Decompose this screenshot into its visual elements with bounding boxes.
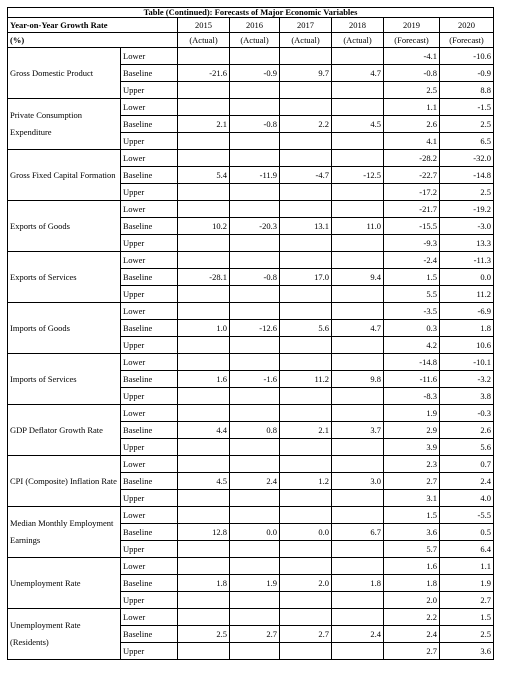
- scenario-label: Upper: [121, 541, 178, 558]
- table-row: [8, 99, 494, 116]
- value-cell: -4.7: [280, 167, 332, 184]
- value-cell: 2.6: [384, 116, 440, 133]
- sub-2016: (Actual): [230, 33, 280, 48]
- value-cell: 2.4: [332, 626, 384, 643]
- value-cell: 2.4: [384, 626, 440, 643]
- scenario-label: Lower: [121, 99, 178, 116]
- value-cell: [332, 405, 384, 422]
- value-cell: 4.7: [332, 65, 384, 82]
- value-cell: [230, 405, 280, 422]
- value-cell: [178, 337, 230, 354]
- value-cell: [280, 456, 332, 473]
- value-cell: -19.2: [440, 201, 494, 218]
- year-2017: 2017: [280, 18, 332, 33]
- value-cell: 2.5: [178, 626, 230, 643]
- table-row: [8, 609, 494, 626]
- value-cell: [178, 99, 230, 116]
- value-cell: 8.8: [440, 82, 494, 99]
- value-cell: [280, 609, 332, 626]
- value-cell: [332, 507, 384, 524]
- scenario-label: Upper: [121, 490, 178, 507]
- value-cell: [332, 388, 384, 405]
- value-cell: [332, 252, 384, 269]
- value-cell: 0.5: [440, 524, 494, 541]
- value-cell: 4.7: [332, 320, 384, 337]
- value-cell: 5.5: [384, 286, 440, 303]
- year-2015: 2015: [178, 18, 230, 33]
- value-cell: 5.4: [178, 167, 230, 184]
- value-cell: [230, 235, 280, 252]
- value-cell: [178, 592, 230, 609]
- value-cell: -20.3: [230, 218, 280, 235]
- table-row: [8, 456, 494, 473]
- value-cell: -1.6: [230, 371, 280, 388]
- variable-name: CPI (Composite) Inflation Rate: [8, 456, 121, 507]
- value-cell: -21.7: [384, 201, 440, 218]
- value-cell: 2.3: [384, 456, 440, 473]
- value-cell: 1.0: [178, 320, 230, 337]
- table-row: [8, 354, 494, 371]
- value-cell: [178, 507, 230, 524]
- value-cell: 11.2: [280, 371, 332, 388]
- value-cell: [280, 558, 332, 575]
- variable-name: GDP Deflator Growth Rate: [8, 405, 121, 456]
- value-cell: [332, 592, 384, 609]
- value-cell: 2.7: [384, 473, 440, 490]
- value-cell: [178, 303, 230, 320]
- value-cell: [280, 439, 332, 456]
- value-cell: 4.5: [178, 473, 230, 490]
- value-cell: 2.2: [280, 116, 332, 133]
- scenario-label: Baseline: [121, 626, 178, 643]
- value-cell: 10.2: [178, 218, 230, 235]
- table-row: [8, 405, 494, 422]
- value-cell: 2.0: [280, 575, 332, 592]
- value-cell: 3.1: [384, 490, 440, 507]
- value-cell: 0.0: [440, 269, 494, 286]
- value-cell: -11.9: [230, 167, 280, 184]
- value-cell: [280, 388, 332, 405]
- value-cell: -3.2: [440, 371, 494, 388]
- table-row: [8, 150, 494, 167]
- value-cell: 2.7: [440, 592, 494, 609]
- scenario-label: Upper: [121, 643, 178, 660]
- scenario-label: Upper: [121, 235, 178, 252]
- value-cell: 11.0: [332, 218, 384, 235]
- value-cell: -0.9: [440, 65, 494, 82]
- scenario-label: Lower: [121, 303, 178, 320]
- value-cell: [280, 82, 332, 99]
- value-cell: [332, 184, 384, 201]
- scenario-label: Upper: [121, 388, 178, 405]
- sub-2017: (Actual): [280, 33, 332, 48]
- value-cell: 11.2: [440, 286, 494, 303]
- value-cell: -21.6: [178, 65, 230, 82]
- value-cell: [178, 609, 230, 626]
- year-2019: 2019: [384, 18, 440, 33]
- scenario-label: Baseline: [121, 422, 178, 439]
- value-cell: 1.6: [178, 371, 230, 388]
- value-cell: [178, 201, 230, 218]
- value-cell: [332, 354, 384, 371]
- value-cell: [230, 303, 280, 320]
- table-row: [8, 507, 494, 524]
- value-cell: [230, 99, 280, 116]
- value-cell: 2.6: [440, 422, 494, 439]
- scenario-label: Upper: [121, 82, 178, 99]
- value-cell: [280, 286, 332, 303]
- scenario-label: Baseline: [121, 65, 178, 82]
- value-cell: [230, 541, 280, 558]
- value-cell: [332, 235, 384, 252]
- value-cell: -12.5: [332, 167, 384, 184]
- value-cell: [332, 201, 384, 218]
- variable-name: Exports of Goods: [8, 201, 121, 252]
- value-cell: 2.9: [384, 422, 440, 439]
- value-cell: [332, 541, 384, 558]
- value-cell: [178, 133, 230, 150]
- scenario-label: Lower: [121, 507, 178, 524]
- value-cell: [178, 558, 230, 575]
- value-cell: [332, 286, 384, 303]
- table-row: [8, 558, 494, 575]
- value-cell: [332, 303, 384, 320]
- value-cell: 3.0: [332, 473, 384, 490]
- value-cell: -6.9: [440, 303, 494, 320]
- value-cell: [332, 490, 384, 507]
- scenario-label: Lower: [121, 252, 178, 269]
- value-cell: 0.0: [280, 524, 332, 541]
- value-cell: [230, 592, 280, 609]
- value-cell: [280, 592, 332, 609]
- value-cell: [332, 456, 384, 473]
- value-cell: -28.2: [384, 150, 440, 167]
- value-cell: 2.4: [440, 473, 494, 490]
- sub-2019: (Forecast): [384, 33, 440, 48]
- scenario-label: Baseline: [121, 473, 178, 490]
- table-row: [8, 252, 494, 269]
- value-cell: [178, 388, 230, 405]
- year-2018: 2018: [332, 18, 384, 33]
- value-cell: 1.6: [384, 558, 440, 575]
- scenario-label: Baseline: [121, 371, 178, 388]
- year-2020: 2020: [440, 18, 494, 33]
- value-cell: [230, 48, 280, 65]
- value-cell: 4.0: [440, 490, 494, 507]
- value-cell: 4.2: [384, 337, 440, 354]
- value-cell: 1.8: [384, 575, 440, 592]
- scenario-label: Baseline: [121, 218, 178, 235]
- value-cell: -14.8: [440, 167, 494, 184]
- value-cell: 9.7: [280, 65, 332, 82]
- value-cell: [230, 439, 280, 456]
- value-cell: 0.3: [384, 320, 440, 337]
- value-cell: 1.5: [384, 507, 440, 524]
- value-cell: 2.2: [384, 609, 440, 626]
- scenario-label: Baseline: [121, 575, 178, 592]
- header-unit: (%): [8, 33, 178, 48]
- value-cell: [280, 507, 332, 524]
- value-cell: [332, 643, 384, 660]
- value-cell: [280, 303, 332, 320]
- value-cell: -17.2: [384, 184, 440, 201]
- value-cell: 13.1: [280, 218, 332, 235]
- value-cell: [332, 609, 384, 626]
- value-cell: 3.6: [384, 524, 440, 541]
- value-cell: [280, 490, 332, 507]
- value-cell: -9.3: [384, 235, 440, 252]
- value-cell: [178, 541, 230, 558]
- value-cell: 2.5: [440, 116, 494, 133]
- value-cell: -15.5: [384, 218, 440, 235]
- value-cell: [280, 99, 332, 116]
- value-cell: [230, 643, 280, 660]
- value-cell: [178, 490, 230, 507]
- variable-name: Exports of Services: [8, 252, 121, 303]
- value-cell: [178, 252, 230, 269]
- sub-2018: (Actual): [332, 33, 384, 48]
- value-cell: [178, 48, 230, 65]
- value-cell: 2.1: [280, 422, 332, 439]
- scenario-label: Lower: [121, 456, 178, 473]
- value-cell: -0.8: [384, 65, 440, 82]
- variable-name: Gross Fixed Capital Formation: [8, 150, 121, 201]
- value-cell: 2.5: [440, 626, 494, 643]
- value-cell: -28.1: [178, 269, 230, 286]
- value-cell: [178, 439, 230, 456]
- value-cell: [230, 133, 280, 150]
- value-cell: 9.8: [332, 371, 384, 388]
- scenario-label: Lower: [121, 201, 178, 218]
- scenario-label: Baseline: [121, 269, 178, 286]
- scenario-label: Baseline: [121, 320, 178, 337]
- value-cell: [332, 133, 384, 150]
- value-cell: [280, 541, 332, 558]
- value-cell: 4.1: [384, 133, 440, 150]
- value-cell: -0.3: [440, 405, 494, 422]
- value-cell: -11.3: [440, 252, 494, 269]
- value-cell: [332, 150, 384, 167]
- value-cell: [230, 507, 280, 524]
- value-cell: [280, 133, 332, 150]
- value-cell: 17.0: [280, 269, 332, 286]
- variable-name: Imports of Goods: [8, 303, 121, 354]
- value-cell: 1.9: [230, 575, 280, 592]
- scenario-label: Lower: [121, 609, 178, 626]
- value-cell: [230, 150, 280, 167]
- value-cell: 2.1: [178, 116, 230, 133]
- sub-2020: (Forecast): [440, 33, 494, 48]
- value-cell: [332, 558, 384, 575]
- scenario-label: Baseline: [121, 167, 178, 184]
- scenario-label: Baseline: [121, 524, 178, 541]
- value-cell: -3.0: [440, 218, 494, 235]
- value-cell: -3.5: [384, 303, 440, 320]
- scenario-label: Upper: [121, 286, 178, 303]
- scenario-label: Upper: [121, 439, 178, 456]
- value-cell: 1.1: [384, 99, 440, 116]
- scenario-label: Upper: [121, 133, 178, 150]
- value-cell: [280, 252, 332, 269]
- value-cell: [230, 337, 280, 354]
- value-cell: [280, 201, 332, 218]
- value-cell: [178, 184, 230, 201]
- value-cell: [280, 337, 332, 354]
- value-cell: 5.6: [440, 439, 494, 456]
- value-cell: 3.8: [440, 388, 494, 405]
- value-cell: [178, 354, 230, 371]
- value-cell: 6.5: [440, 133, 494, 150]
- value-cell: [178, 286, 230, 303]
- variable-name: Gross Domestic Product: [8, 48, 121, 99]
- value-cell: [280, 354, 332, 371]
- value-cell: 0.0: [230, 524, 280, 541]
- value-cell: 13.3: [440, 235, 494, 252]
- value-cell: 4.4: [178, 422, 230, 439]
- value-cell: -22.7: [384, 167, 440, 184]
- value-cell: [230, 609, 280, 626]
- sub-2015: (Actual): [178, 33, 230, 48]
- value-cell: 1.5: [384, 269, 440, 286]
- header-label: Year-on-Year Growth Rate: [8, 18, 178, 33]
- table-row: [8, 201, 494, 218]
- value-cell: -12.6: [230, 320, 280, 337]
- value-cell: 2.4: [230, 473, 280, 490]
- value-cell: 1.9: [440, 575, 494, 592]
- value-cell: [230, 82, 280, 99]
- value-cell: [230, 286, 280, 303]
- value-cell: 2.5: [384, 82, 440, 99]
- value-cell: 10.6: [440, 337, 494, 354]
- value-cell: [332, 337, 384, 354]
- value-cell: 1.1: [440, 558, 494, 575]
- value-cell: [280, 643, 332, 660]
- value-cell: -10.6: [440, 48, 494, 65]
- value-cell: -2.4: [384, 252, 440, 269]
- value-cell: 1.8: [332, 575, 384, 592]
- value-cell: -0.8: [230, 269, 280, 286]
- value-cell: -14.8: [384, 354, 440, 371]
- value-cell: [230, 490, 280, 507]
- table-row: [8, 48, 494, 65]
- variable-name: Median Monthly Employment Earnings: [8, 507, 121, 558]
- scenario-label: Lower: [121, 150, 178, 167]
- value-cell: -4.1: [384, 48, 440, 65]
- value-cell: 0.7: [440, 456, 494, 473]
- value-cell: -11.6: [384, 371, 440, 388]
- value-cell: 0.8: [230, 422, 280, 439]
- value-cell: 5.6: [280, 320, 332, 337]
- value-cell: -0.9: [230, 65, 280, 82]
- variable-name: Unemployment Rate: [8, 558, 121, 609]
- table-row: [8, 303, 494, 320]
- value-cell: 2.7: [384, 643, 440, 660]
- value-cell: [280, 48, 332, 65]
- value-cell: -0.8: [230, 116, 280, 133]
- value-cell: 1.9: [384, 405, 440, 422]
- scenario-label: Upper: [121, 337, 178, 354]
- value-cell: 2.0: [384, 592, 440, 609]
- value-cell: [332, 99, 384, 116]
- value-cell: 12.8: [178, 524, 230, 541]
- value-cell: [280, 235, 332, 252]
- value-cell: 1.2: [280, 473, 332, 490]
- value-cell: 2.7: [230, 626, 280, 643]
- value-cell: [332, 48, 384, 65]
- scenario-label: Lower: [121, 558, 178, 575]
- forecast-table: [7, 7, 494, 660]
- scenario-label: Lower: [121, 405, 178, 422]
- value-cell: [280, 184, 332, 201]
- value-cell: 1.8: [178, 575, 230, 592]
- value-cell: 2.5: [440, 184, 494, 201]
- value-cell: [230, 354, 280, 371]
- scenario-label: Lower: [121, 48, 178, 65]
- variable-name: Imports of Services: [8, 354, 121, 405]
- value-cell: 2.7: [280, 626, 332, 643]
- value-cell: 3.7: [332, 422, 384, 439]
- value-cell: -32.0: [440, 150, 494, 167]
- variable-name: Unemployment Rate (Residents): [8, 609, 121, 660]
- value-cell: 3.6: [440, 643, 494, 660]
- scenario-label: Lower: [121, 354, 178, 371]
- value-cell: 1.5: [440, 609, 494, 626]
- value-cell: [178, 150, 230, 167]
- value-cell: [178, 82, 230, 99]
- value-cell: [230, 388, 280, 405]
- value-cell: -8.3: [384, 388, 440, 405]
- value-cell: [230, 201, 280, 218]
- variable-name: Private Consumption Expenditure: [8, 99, 121, 150]
- value-cell: 6.4: [440, 541, 494, 558]
- value-cell: -10.1: [440, 354, 494, 371]
- scenario-label: Baseline: [121, 116, 178, 133]
- value-cell: [230, 558, 280, 575]
- value-cell: [178, 456, 230, 473]
- value-cell: [230, 456, 280, 473]
- value-cell: -1.5: [440, 99, 494, 116]
- value-cell: 5.7: [384, 541, 440, 558]
- value-cell: -5.5: [440, 507, 494, 524]
- value-cell: [280, 405, 332, 422]
- value-cell: [280, 150, 332, 167]
- value-cell: [332, 439, 384, 456]
- value-cell: 6.7: [332, 524, 384, 541]
- value-cell: 1.8: [440, 320, 494, 337]
- scenario-label: Upper: [121, 592, 178, 609]
- value-cell: 3.9: [384, 439, 440, 456]
- value-cell: [178, 235, 230, 252]
- year-2016: 2016: [230, 18, 280, 33]
- value-cell: 9.4: [332, 269, 384, 286]
- scenario-label: Upper: [121, 184, 178, 201]
- value-cell: 4.5: [332, 116, 384, 133]
- value-cell: [332, 82, 384, 99]
- table-title: Table (Continued): Forecasts of Major Economic Variables: [8, 8, 494, 18]
- value-cell: [178, 643, 230, 660]
- value-cell: [178, 405, 230, 422]
- value-cell: [230, 184, 280, 201]
- value-cell: [230, 252, 280, 269]
